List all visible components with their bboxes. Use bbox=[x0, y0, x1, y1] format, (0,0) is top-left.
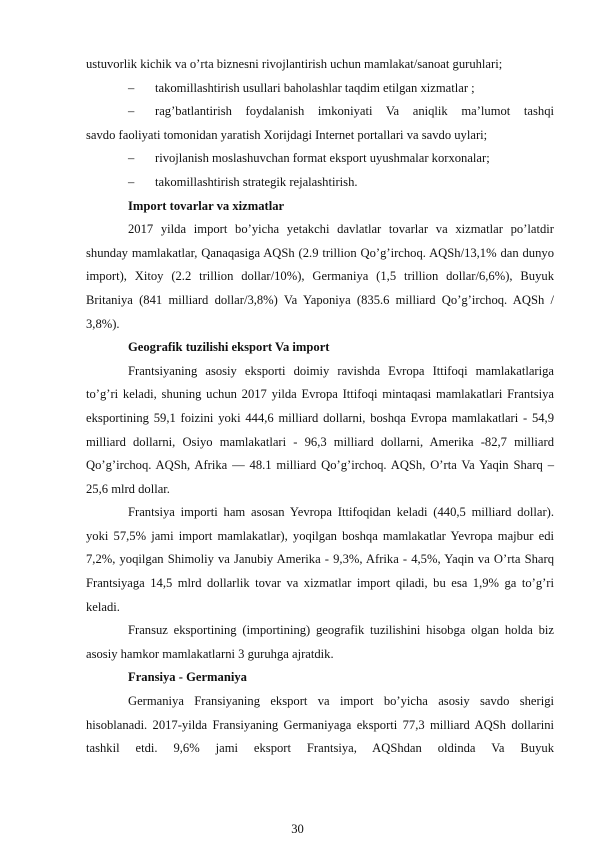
paragraph: Fransuz eksportining (importining) geografik tuzilishini hisobga olgan holda biz asosiy hamkor mamlakatlarni 3 guruhga ajratdik. bbox=[86, 623, 554, 661]
page-number: 30 bbox=[291, 822, 304, 836]
list-item-text: takomillashtirish strategik rejalashtirish. bbox=[155, 174, 358, 189]
dash-bullet: – bbox=[128, 151, 135, 166]
section-heading: Import tovarlar va xizmatlar bbox=[128, 198, 285, 213]
paragraph: Frantsiyaning asosiy eksporti doimiy ravishda Evropa Ittifoqi mamlakatlariga to’g’ri keladi, shuning uchun 2017 yilda Evropa Ittifoqi mintaqasi mamlakatlari Frantsiya eksportining 59,1 foizini yoki 444,6 milliard dollarni, boshqa Evropa mamlakatlari - 54,9 milliard dollarni, Osiyo mamlakatlari - 96,3 milliard dollarni, Amerika -82,7 milliard Qo’g’irchoq. AQSh, Afrika — 48.1 milliard Qo’g’irchoq. AQSh, O’rta Va Yaqin Sharq – 25,6 mlrd dollar. bbox=[86, 363, 554, 496]
list-item bbox=[86, 171, 554, 195]
dash-bullet: – bbox=[128, 80, 135, 95]
document-page bbox=[86, 53, 554, 761]
paragraph: Germaniya Fransiyaning eksport va import bo’yicha asosiy savdo sherigi hisoblanadi. 2017-yilda Fransiyaning Germaniyaga eksporti 77,3 milliard AQSh dollarini tashkil etdi. 9,6% jami eksport Frantsiya, AQShdan oldinda Va Buyuk bbox=[86, 694, 554, 756]
section-heading: Geografik tuzilishi eksport Va import bbox=[128, 340, 330, 355]
list-item bbox=[86, 147, 554, 171]
list-item-continuation: savdo faoliyati tomonidan yaratish Xorijdagi Internet portallari va savdo uylari; bbox=[86, 127, 488, 142]
list-item bbox=[86, 100, 554, 124]
section-heading: Fransiya - Germaniya bbox=[128, 670, 247, 685]
text-line: ustuvorlik kichik va o’rta biznesni rivojlantirish uchun mamlakat/sanoat guruhlari; bbox=[86, 57, 503, 71]
dash-bullet: – bbox=[128, 174, 135, 189]
list-item-text: rag’batlantirish foydalanish imkoniyati Va aniqlik ma’lumot tashqi bbox=[155, 104, 554, 119]
paragraph: 2017 yilda import bo’yicha yetakchi davlatlar tovarlar va xizmatlar po’latdir shunday mamlakatlar, Qanaqasiga AQSh (2.9 trillion Qo’g’irchoq. AQSh/13,1% dan dunyo import), Xitoy (2.2 trillion dollar/10%), Germaniya (1,5 trillion dollar/6,6%), Buyuk Britaniya (841 milliard dollar/3,8%) Va Yaponiya (835.6 milliard Qo’g’irchoq. AQSh / 3,8%). bbox=[86, 222, 554, 331]
dash-bullet: – bbox=[128, 104, 135, 119]
paragraph: Frantsiya importi ham asosan Yevropa Ittifoqidan keladi (440,5 milliard dollar). yoki 57,5% jami import mamlakatlar), yoqilgan boshqa mamlakatlar Yevropa majbur edi 7,2%, yoqilgan Shimoliy va Janubiy Amerika - 9,3%, Afrika - 4,5%, Yaqin va O’rta Sharq Frantsiyaga 14,5 mlrd dollarlik tovar va xizmatlar import qiladi, bu esa 1,9% ga to’g’ri keladi. bbox=[86, 505, 554, 614]
list-item-text: takomillashtirish usullari baholashlar taqdim etilgan xizmatlar ; bbox=[155, 80, 475, 95]
list-item bbox=[86, 77, 554, 101]
list-item-text: rivojlanish moslashuvchan format eksport uyushmalar korxonalar; bbox=[155, 151, 490, 166]
